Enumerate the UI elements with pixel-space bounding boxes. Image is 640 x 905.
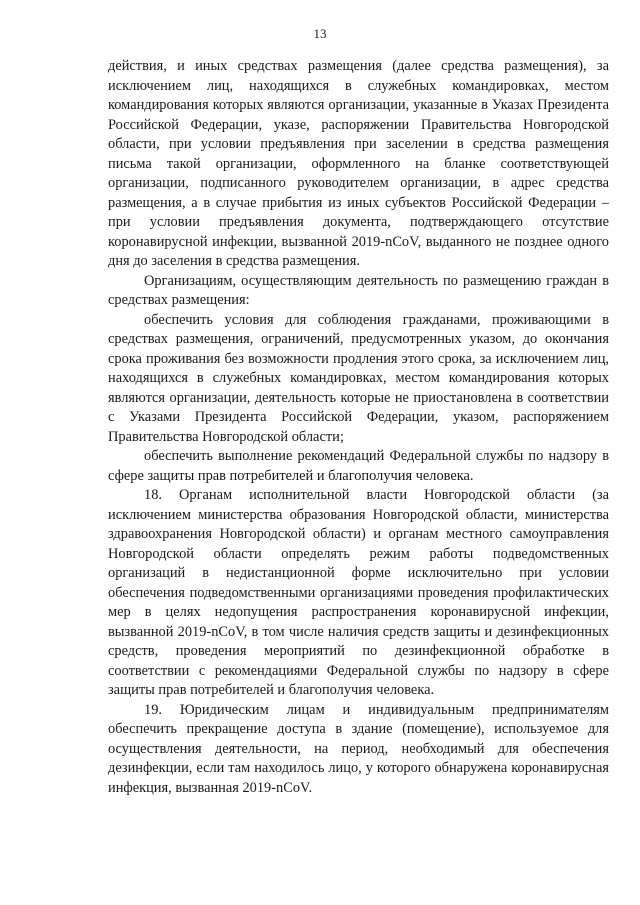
paragraph-accommodation-organizations: Организациям, осуществляющим деятельность по размещению граждан в средствах размещения: — [108, 272, 609, 308]
page-number: 13 — [313, 26, 327, 41]
paragraph-ensure-recommendations: обеспечить выполнение рекомендаций Федеральной службы по надзору в сфере защиты прав потребителей и благополучия человека. — [108, 448, 609, 484]
paragraph-ensure-conditions: обеспечить условия для соблюдения гражданами, проживающими в средствах размещения, ограничений, предусмотренных указом, до окончания срока проживания без возможности продления этого срока, за исключением лиц, находящихся в служебных командировках, местом командирования которых являются организации, деятельность которые не приостановлена в соответствии с Указами Президента Российской Федерации, указом, распоряжением Правительства Новгородской области; — [108, 311, 609, 445]
paragraph-accommodation-continuation: действия, и иных средствах размещения (далее средства размещения), за исключением лиц, находящихся в служебных командировках, местом командирования которых являются организации, указанные в Указах Президента Российской Федерации, указе, распоряжении Правительства Новгородской области, при условии предъявления при заселении в средства размещения письма такой организации, оформленного на бланке соответствующей организации, подписанного руководителем организации, в адрес средства размещения, а в случае прибытия из иных субъектов Российской Федерации – при условии предъявления документа, подтверждающего отсутствие коронавирусной инфекции, вызванной 2019-nCoV, выданного не позднее одного дня до заселения в средства размещения. — [108, 58, 609, 269]
document-body — [108, 57, 609, 798]
paragraph-item-19: 19. Юридическим лицам и индивидуальным предпринимателям обеспечить прекращение доступа в здание (помещение), используемое для осуществления деятельности, на период, необходимый для обеспечения дезинфекции, если там находилось лицо, у которого обнаружена коронавирусная инфекция, вызванная 2019-nCoV. — [108, 701, 609, 796]
paragraph-item-18: 18. Органам исполнительной власти Новгородской области (за исключением министерства образования Новгородской области, министерства здравоохранения Новгородской области) и органам местного самоуправления Новгородской области определять режим работы подведомственных организаций в недистанционной форме исключительно при условии обеспечения подведомственными организациями проведения профилактических мер в целях недопущения распространения коронавирусной инфекции, вызванной 2019-nCoV, в том числе наличия средств защиты и дезинфекционных средств, проведения мероприятий по дезинфекционной обработке в соответствии с рекомендациями Федеральной службы по надзору в сфере защиты прав потребителей и благополучия человека. — [108, 487, 609, 698]
